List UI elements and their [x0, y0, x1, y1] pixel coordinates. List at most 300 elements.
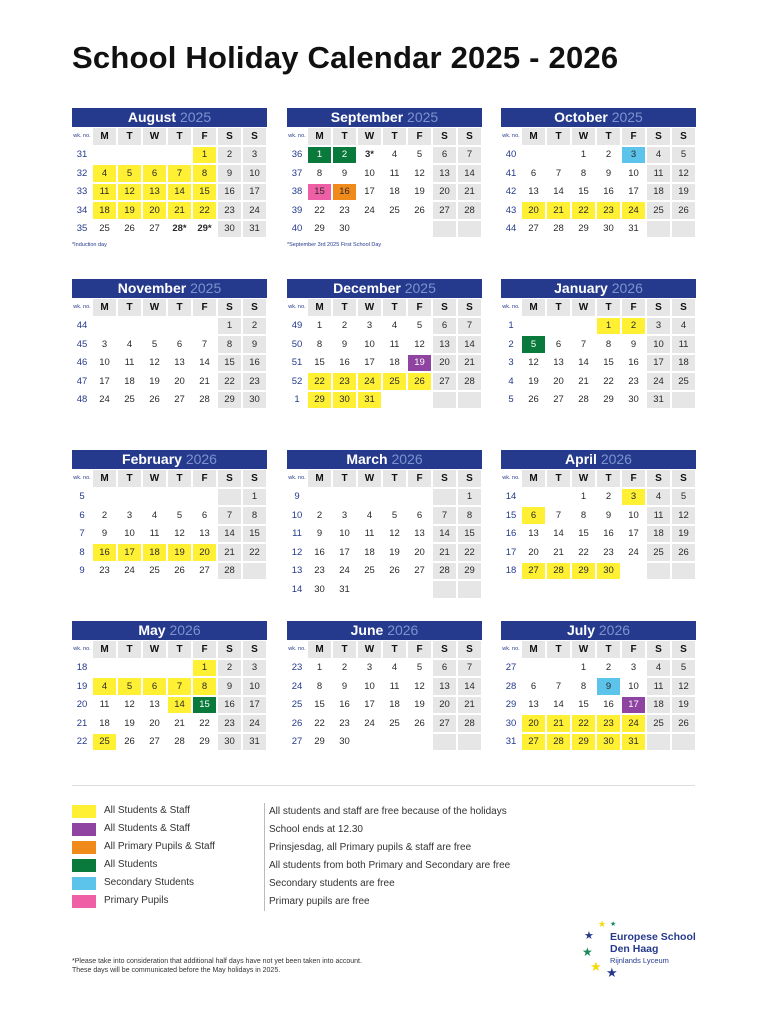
week-number: 1 — [287, 391, 307, 410]
day-cell: 23 — [332, 372, 357, 391]
day-cell — [382, 220, 407, 239]
day-cell: 26 — [407, 201, 432, 220]
day-cell — [117, 146, 142, 165]
weekday-label: W — [142, 298, 167, 317]
day-cell: 28 — [546, 733, 571, 752]
week-number: 9 — [287, 488, 307, 507]
day-cell: 30 — [332, 733, 357, 752]
day-cell — [332, 488, 357, 507]
week-number: 48 — [72, 391, 92, 410]
day-cell: 25 — [142, 562, 167, 581]
day-cell: 10 — [621, 506, 646, 525]
month-year: 2026 — [611, 280, 643, 296]
week-number-header: wk. no. — [287, 640, 307, 659]
day-cell: 12 — [167, 525, 192, 544]
day-cell: 13 — [432, 164, 457, 183]
day-cell — [92, 488, 117, 507]
week-row — [287, 183, 482, 202]
day-cell — [142, 317, 167, 336]
day-cell: 20 — [192, 543, 217, 562]
day-cell: 2 — [621, 317, 646, 336]
day-cell: 18 — [92, 714, 117, 733]
day-cell: 8 — [307, 164, 332, 183]
week-number: 14 — [287, 580, 307, 599]
day-cell: 19 — [671, 183, 696, 202]
day-cell: 6 — [521, 164, 546, 183]
day-cell: 1 — [307, 659, 332, 678]
week-row — [287, 696, 482, 715]
weekday-label: F — [192, 640, 217, 659]
day-cell — [92, 146, 117, 165]
weekday-label: S — [671, 469, 696, 488]
week-number: 28 — [501, 677, 521, 696]
day-cell: 24 — [621, 714, 646, 733]
week-number: 23 — [287, 659, 307, 678]
day-cell: 13 — [142, 696, 167, 715]
day-cell: 30 — [332, 391, 357, 410]
weekday-label: S — [242, 469, 267, 488]
week-row — [287, 714, 482, 733]
day-cell: 11 — [117, 354, 142, 373]
day-cell: 19 — [671, 525, 696, 544]
day-cell: 12 — [407, 677, 432, 696]
legend-label: All Primary Pupils & Staff — [104, 841, 215, 852]
month-header — [72, 450, 267, 469]
weekday-label: F — [407, 469, 432, 488]
week-number: 50 — [287, 335, 307, 354]
weekday-label: M — [92, 469, 117, 488]
day-cell: 11 — [382, 677, 407, 696]
day-cell: 21 — [571, 372, 596, 391]
weekday-label: T — [382, 298, 407, 317]
weekday-label: T — [596, 469, 621, 488]
day-cell: 4 — [92, 677, 117, 696]
day-cell: 17 — [621, 525, 646, 544]
week-number: 43 — [501, 201, 521, 220]
legend-swatch — [72, 859, 96, 872]
day-cell: 28 — [546, 220, 571, 239]
day-cell: 4 — [382, 146, 407, 165]
week-row — [72, 733, 267, 752]
day-cell — [621, 562, 646, 581]
day-cell: 25 — [646, 201, 671, 220]
legend-item — [72, 803, 695, 821]
day-cell: 9 — [332, 335, 357, 354]
week-row — [287, 354, 482, 373]
day-cell: 4 — [142, 506, 167, 525]
weekday-label: F — [621, 640, 646, 659]
weekday-label: S — [457, 640, 482, 659]
weekday-label: F — [621, 469, 646, 488]
week-number: 24 — [287, 677, 307, 696]
week-row — [72, 488, 267, 507]
day-cell: 21 — [192, 372, 217, 391]
day-cell: 27 — [521, 220, 546, 239]
day-cell: 21 — [457, 183, 482, 202]
day-cell: 17 — [242, 696, 267, 715]
day-cell: 29 — [571, 733, 596, 752]
legend-swatch — [72, 877, 96, 890]
day-cell: 13 — [167, 354, 192, 373]
legend-item — [72, 893, 695, 911]
month-may — [72, 621, 267, 751]
day-cell: 12 — [117, 183, 142, 202]
week-number: 27 — [501, 659, 521, 678]
day-cell: 25 — [646, 714, 671, 733]
day-cell: 19 — [167, 543, 192, 562]
week-row — [501, 372, 696, 391]
day-cell — [142, 659, 167, 678]
weekday-label: T — [546, 469, 571, 488]
month-year: 2026 — [185, 451, 217, 467]
day-cell: 2 — [596, 659, 621, 678]
week-number: 18 — [501, 562, 521, 581]
day-cell: 23 — [242, 372, 267, 391]
day-cell: 17 — [242, 183, 267, 202]
weekday-label: W — [571, 127, 596, 146]
week-number: 5 — [501, 391, 521, 410]
month-year: 2026 — [169, 622, 201, 638]
day-cell: 31 — [357, 391, 382, 410]
month-table — [287, 469, 482, 599]
weekday-label: S — [432, 298, 457, 317]
day-cell: 31 — [242, 733, 267, 752]
day-cell: 6 — [142, 164, 167, 183]
day-cell: 9 — [621, 335, 646, 354]
day-cell — [167, 488, 192, 507]
star-icon: ★ — [606, 965, 618, 980]
logo-line1: Europese School — [610, 931, 696, 943]
day-cell: 19 — [142, 372, 167, 391]
week-row — [72, 317, 267, 336]
day-cell: 8 — [457, 506, 482, 525]
weekday-label: S — [646, 298, 671, 317]
legend-item — [72, 839, 695, 857]
day-cell: 23 — [332, 201, 357, 220]
day-cell: 8 — [192, 677, 217, 696]
day-cell: 7 — [167, 677, 192, 696]
day-cell: 22 — [596, 372, 621, 391]
day-cell: 3 — [332, 506, 357, 525]
day-cell: 15 — [596, 354, 621, 373]
day-cell: 31 — [621, 220, 646, 239]
day-cell: 27 — [192, 562, 217, 581]
day-cell: 31 — [646, 391, 671, 410]
day-cell: 13 — [432, 677, 457, 696]
week-row — [287, 488, 482, 507]
weekday-label: M — [307, 298, 332, 317]
day-cell: 19 — [382, 543, 407, 562]
day-cell: 30 — [596, 220, 621, 239]
day-cell: 16 — [242, 354, 267, 373]
day-cell: 10 — [242, 677, 267, 696]
week-row — [72, 543, 267, 562]
day-cell — [457, 220, 482, 239]
logo-line3: Rijnlands Lyceum — [610, 956, 669, 965]
day-cell: 14 — [571, 354, 596, 373]
month-january — [501, 279, 696, 409]
day-cell: 17 — [621, 183, 646, 202]
day-cell — [521, 659, 546, 678]
weekday-label: S — [242, 298, 267, 317]
week-row — [72, 372, 267, 391]
weekday-label: M — [521, 298, 546, 317]
day-cell: 21 — [167, 714, 192, 733]
weekday-label: S — [217, 469, 242, 488]
week-number-header: wk. no. — [287, 469, 307, 488]
day-cell: 26 — [671, 714, 696, 733]
month-year: 2026 — [598, 622, 631, 638]
month-year: 2026 — [391, 451, 423, 467]
day-cell: 7 — [546, 164, 571, 183]
day-cell: 13 — [521, 525, 546, 544]
day-cell: 26 — [167, 562, 192, 581]
month-header — [287, 621, 482, 640]
weekday-label: S — [671, 127, 696, 146]
day-cell: 26 — [407, 372, 432, 391]
month-year: 2025 — [611, 109, 643, 125]
day-cell: 14 — [546, 183, 571, 202]
week-row — [287, 525, 482, 544]
week-row — [287, 220, 482, 239]
day-cell: 7 — [217, 506, 242, 525]
day-cell: 26 — [117, 733, 142, 752]
week-number: 21 — [72, 714, 92, 733]
week-number: 9 — [72, 562, 92, 581]
day-cell: 2 — [596, 488, 621, 507]
month-name: January — [554, 280, 608, 296]
week-number: 2 — [501, 335, 521, 354]
day-cell: 25 — [357, 562, 382, 581]
week-number: 51 — [287, 354, 307, 373]
day-cell: 28* — [167, 220, 192, 239]
weekday-label: S — [217, 127, 242, 146]
day-cell: 10 — [242, 164, 267, 183]
weekday-label: T — [117, 640, 142, 659]
week-number: 46 — [72, 354, 92, 373]
legend-item — [72, 875, 695, 893]
week-number: 31 — [72, 146, 92, 165]
day-cell: 20 — [432, 354, 457, 373]
day-cell — [432, 488, 457, 507]
weekday-label: S — [646, 127, 671, 146]
day-cell: 3 — [357, 659, 382, 678]
weekday-label: T — [546, 127, 571, 146]
day-cell: 25 — [382, 714, 407, 733]
day-cell: 28 — [546, 562, 571, 581]
weekday-label: T — [167, 640, 192, 659]
legend-description: All students and staff are free because of the holidays — [264, 803, 507, 821]
week-number: 15 — [501, 506, 521, 525]
day-cell: 27 — [432, 714, 457, 733]
day-cell: 22 — [307, 714, 332, 733]
weekday-label: S — [457, 469, 482, 488]
day-cell: 14 — [457, 164, 482, 183]
day-cell — [92, 659, 117, 678]
day-cell: 3 — [621, 146, 646, 165]
weekday-label: F — [192, 469, 217, 488]
week-number: 33 — [72, 183, 92, 202]
day-cell — [142, 488, 167, 507]
day-cell — [167, 317, 192, 336]
day-cell: 19 — [407, 354, 432, 373]
day-cell: 30 — [217, 733, 242, 752]
month-june — [287, 621, 482, 751]
day-cell: 29 — [217, 391, 242, 410]
day-cell: 27 — [407, 562, 432, 581]
month-table — [501, 298, 696, 409]
weekday-label: S — [646, 640, 671, 659]
day-cell: 14 — [432, 525, 457, 544]
day-cell: 15 — [571, 696, 596, 715]
day-cell: 14 — [546, 525, 571, 544]
day-cell: 28 — [457, 372, 482, 391]
week-number: 17 — [501, 543, 521, 562]
day-cell: 27 — [432, 201, 457, 220]
week-number: 52 — [287, 372, 307, 391]
weekday-label: T — [382, 127, 407, 146]
day-cell — [646, 220, 671, 239]
day-cell: 3 — [242, 659, 267, 678]
day-cell: 16 — [332, 696, 357, 715]
day-cell — [432, 733, 457, 752]
month-name: March — [346, 451, 388, 467]
month-december — [287, 279, 482, 409]
day-cell: 21 — [457, 354, 482, 373]
day-cell: 17 — [117, 543, 142, 562]
week-row — [287, 659, 482, 678]
week-number: 35 — [72, 220, 92, 239]
month-table — [287, 127, 482, 238]
day-cell: 17 — [646, 354, 671, 373]
day-cell: 31 — [332, 580, 357, 599]
day-cell: 1 — [242, 488, 267, 507]
day-cell: 10 — [357, 335, 382, 354]
footnote: *Please take into consideration that additional half days have not yet been taken into account. These days will be communicated before the May holidays in 2025. — [72, 958, 362, 974]
weekday-label: S — [432, 469, 457, 488]
week-row — [287, 335, 482, 354]
day-cell: 11 — [646, 164, 671, 183]
day-cell: 6 — [432, 659, 457, 678]
week-row — [72, 146, 267, 165]
weekday-label: F — [621, 298, 646, 317]
day-cell: 24 — [332, 562, 357, 581]
week-row — [287, 562, 482, 581]
day-cell: 30 — [217, 220, 242, 239]
week-row — [501, 317, 696, 336]
day-cell — [382, 488, 407, 507]
day-cell: 26 — [117, 220, 142, 239]
day-cell: 29 — [307, 220, 332, 239]
day-cell: 27 — [521, 733, 546, 752]
month-header — [287, 279, 482, 298]
week-number: 44 — [501, 220, 521, 239]
week-row — [501, 714, 696, 733]
week-number: 40 — [501, 146, 521, 165]
month-header — [501, 621, 696, 640]
day-cell — [307, 488, 332, 507]
week-row — [501, 335, 696, 354]
day-cell — [357, 220, 382, 239]
day-cell: 5 — [167, 506, 192, 525]
week-number-header: wk. no. — [287, 298, 307, 317]
day-cell — [646, 562, 671, 581]
day-cell: 19 — [117, 714, 142, 733]
day-cell — [457, 733, 482, 752]
day-cell — [407, 488, 432, 507]
page-title: School Holiday Calendar 2025 - 2026 — [72, 40, 619, 75]
day-cell: 15 — [192, 183, 217, 202]
day-cell: 13 — [521, 696, 546, 715]
day-cell: 14 — [167, 183, 192, 202]
day-cell: 7 — [432, 506, 457, 525]
day-cell — [117, 317, 142, 336]
week-row — [501, 733, 696, 752]
weekday-label: T — [117, 127, 142, 146]
week-row — [501, 391, 696, 410]
week-row — [287, 317, 482, 336]
weekday-label: W — [142, 127, 167, 146]
month-year: 2025 — [407, 109, 439, 125]
day-cell: 25 — [117, 391, 142, 410]
week-row — [501, 201, 696, 220]
week-row — [287, 733, 482, 752]
day-cell: 2 — [332, 146, 357, 165]
day-cell — [571, 317, 596, 336]
day-cell — [357, 580, 382, 599]
day-cell: 16 — [596, 696, 621, 715]
day-cell: 5 — [407, 146, 432, 165]
day-cell: 5 — [671, 659, 696, 678]
week-row — [72, 525, 267, 544]
month-table — [501, 127, 696, 238]
day-cell: 19 — [407, 183, 432, 202]
day-cell: 20 — [546, 372, 571, 391]
day-cell: 5 — [671, 488, 696, 507]
day-cell — [432, 580, 457, 599]
day-cell: 28 — [217, 562, 242, 581]
day-cell: 18 — [382, 354, 407, 373]
week-row — [501, 488, 696, 507]
day-cell: 12 — [117, 696, 142, 715]
legend-description: School ends at 12.30 — [264, 821, 363, 839]
day-cell: 6 — [407, 506, 432, 525]
day-cell: 15 — [307, 183, 332, 202]
week-number: 40 — [287, 220, 307, 239]
day-cell: 11 — [382, 164, 407, 183]
month-year: 2025 — [190, 280, 222, 296]
weekday-label: W — [571, 469, 596, 488]
day-cell: 26 — [671, 201, 696, 220]
day-cell: 7 — [546, 677, 571, 696]
day-cell: 27 — [167, 391, 192, 410]
day-cell: 9 — [217, 164, 242, 183]
day-cell: 1 — [571, 488, 596, 507]
day-cell: 8 — [307, 677, 332, 696]
week-number: 6 — [72, 506, 92, 525]
week-row — [72, 335, 267, 354]
week-number: 22 — [72, 733, 92, 752]
day-cell: 27 — [142, 220, 167, 239]
day-cell: 4 — [382, 317, 407, 336]
day-cell: 29 — [457, 562, 482, 581]
week-row — [72, 354, 267, 373]
weekday-label: S — [457, 298, 482, 317]
month-name: August — [127, 109, 177, 125]
week-number-header: wk. no. — [72, 469, 92, 488]
month-name: September — [330, 109, 404, 125]
day-cell: 8 — [242, 506, 267, 525]
